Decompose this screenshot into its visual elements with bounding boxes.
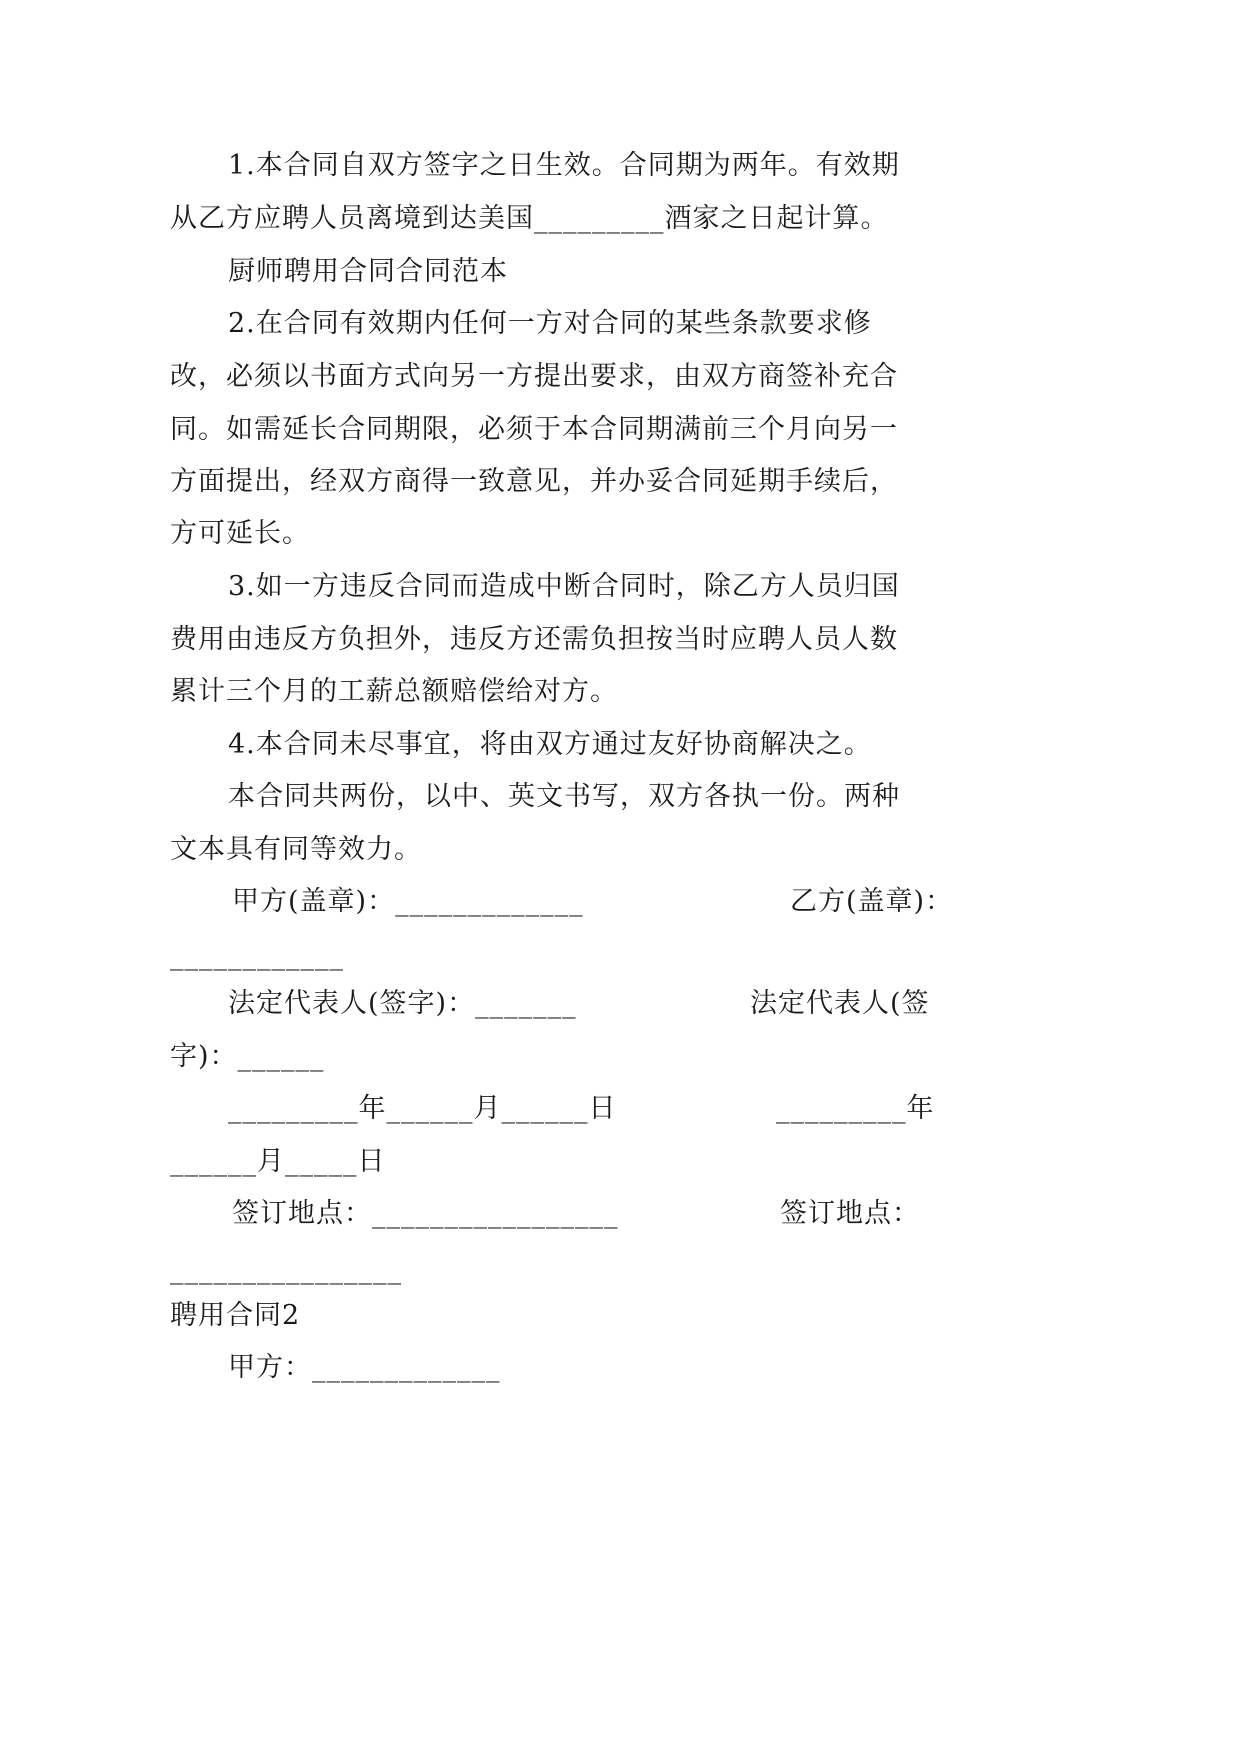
section-heading: 厨师聘用合同合同范本 — [228, 256, 508, 287]
party-b-date-year: _________年 — [776, 1093, 935, 1124]
clause-2-line-2: 改，必须以书面方式向另一方提出要求，由双方商签补充合 — [170, 361, 898, 392]
clause-2-line-5: 方可延长。 — [170, 518, 310, 549]
clause-1-line-1: 1.本合同自双方签字之日生效。合同期为两年。有效期 — [228, 150, 900, 181]
clause-3-line-3: 累计三个月的工薪总额赔偿给对方。 — [170, 676, 618, 707]
clause-4-line-1: 4.本合同未尽事宜，将由双方通过友好协商解决之。 — [228, 729, 872, 760]
contract-2-title: 聘用合同2 — [170, 1300, 301, 1331]
contract-2-party-a: 甲方：_____________ — [228, 1352, 501, 1383]
clause-2-line-3: 同。如需延长合同期限，必须于本合同期满前三个月向另一 — [170, 414, 898, 445]
party-b-date-cont: ______月_____日 — [170, 1146, 386, 1177]
clause-3-line-2: 费用由违反方负担外，违反方还需负担按当时应聘人员人数 — [170, 624, 898, 655]
party-b-representative-cont: 字)：______ — [170, 1041, 325, 1072]
party-a-seal: 甲方(盖章)：_____________ — [232, 886, 584, 917]
party-b-representative: 法定代表人(签 — [750, 988, 930, 1019]
copies-line-2: 文本具有同等效力。 — [170, 834, 422, 865]
party-a-date: _________年______月______日 — [228, 1093, 617, 1124]
party-b-seal-blank: ____________ — [170, 940, 344, 971]
party-b-signing-place: 签订地点： — [780, 1198, 920, 1229]
clause-2-line-4: 方面提出，经双方商得一致意见，并办妥合同延期手续后， — [170, 466, 898, 497]
party-b-signing-place-blank: ________________ — [170, 1254, 402, 1285]
party-a-signing-place: 签订地点：_________________ — [232, 1198, 619, 1229]
clause-1-line-2: 从乙方应聘人员离境到达美国_________酒家之日起计算。 — [170, 203, 889, 234]
copies-line-1: 本合同共两份，以中、英文书写，双方各执一份。两种 — [228, 781, 900, 812]
clause-3-line-1: 3.如一方违反合同而造成中断合同时，除乙方人员归国 — [228, 571, 900, 602]
party-a-representative: 法定代表人(签字)：_______ — [228, 988, 577, 1019]
clause-2-line-1: 2.在合同有效期内任何一方对合同的某些条款要求修 — [228, 308, 872, 339]
party-b-seal: 乙方(盖章)： — [790, 886, 954, 917]
